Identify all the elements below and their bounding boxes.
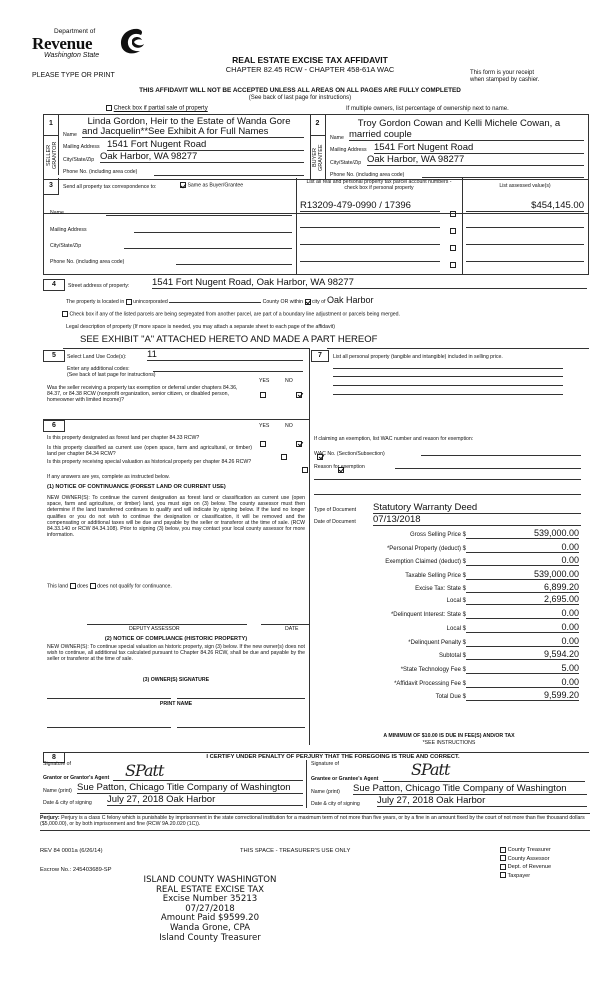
fee-label: Local $ (446, 626, 466, 632)
grantee-sig-of: Signature of (311, 761, 339, 767)
fee-label: *State Technology Fee $ (400, 667, 466, 673)
perjury-note (40, 815, 590, 827)
exemption-claim-label: If claiming an exemption, list WAC number and reason for exemption: (314, 436, 474, 442)
section-6-number: 6 (43, 420, 65, 432)
copy-checkbox[interactable] (500, 855, 506, 861)
current-use-yes-checkbox[interactable] (281, 454, 287, 460)
seller-phone-input[interactable] (154, 165, 304, 176)
assessed-value-input[interactable] (466, 234, 584, 245)
fee-row (309, 569, 589, 582)
grantee-signature-field[interactable] (383, 762, 585, 782)
parcel-number-input[interactable] (300, 251, 440, 262)
seller-grantor-label: SELLER GRANTOR (46, 141, 58, 169)
parcel-number-input[interactable] (300, 234, 440, 245)
located-in-row (66, 296, 546, 305)
escrow-number: Escrow No.: 245403689-SP (40, 867, 112, 873)
city-of-label: city of (311, 299, 326, 305)
segregated-label: Check box if any of the listed parcels are being segregated from another parcel, are part of a boundary line adjustment or parcels being merged. (69, 311, 400, 318)
send-correspondence-label: Send all property tax correspondence to: (63, 184, 157, 190)
copy-label: Dept. of Revenue (507, 864, 552, 870)
stamp-line: Excise Number 35213 (162, 894, 258, 905)
grantor-name-label: Name (print) (43, 788, 72, 794)
grantor-sig-of: Signature of (43, 761, 71, 767)
section-7-block (309, 348, 589, 744)
copy-checkbox[interactable] (500, 847, 506, 853)
copy-taxpayer[interactable] (500, 872, 551, 881)
seller-mailing-label: Mailing Address (63, 144, 100, 150)
form-revision: REV 84 0001a (6/26/14) (40, 848, 103, 854)
section-8-block (43, 752, 589, 808)
same-as-buyer-checkbox[interactable] (180, 182, 186, 188)
legal-description-label: Legal description of property (If more space is needed, you may attach a separate sheet to each page of the affidavit) (66, 324, 335, 330)
historical-question: Is this property receiving special valuation as historical property per chapter 84.26 RCW? (47, 459, 252, 465)
unincorporated-checkbox[interactable] (126, 299, 132, 305)
buyer-name-line2[interactable]: married couple (349, 129, 584, 141)
personal-property-line[interactable] (333, 385, 563, 386)
stamp-line: Wanda Grone, CPA (169, 922, 251, 933)
same-as-buyer-label: Same as Buyer/Grantee (187, 182, 244, 189)
grantee-name-input[interactable]: Sue Patton, Chicago Title Company of Washington (353, 783, 587, 795)
fee-label: *Affidavit Processing Fee $ (394, 681, 466, 687)
fee-label: *Delinquent Interest: State $ (390, 612, 466, 618)
receipt-note-1: This form is your receipt (470, 70, 535, 76)
county-input[interactable] (169, 296, 261, 303)
fee-label: Subtotal $ (438, 653, 466, 659)
does-qualify-checkbox[interactable] (70, 583, 76, 589)
fee-value[interactable]: 5.00 (466, 663, 579, 674)
seller-city-label: City/State/Zip (63, 157, 95, 163)
notice-continuance-title: (1) NOTICE OF CONTINUANCE (FOREST LAND OR CURRENT USE) (47, 484, 226, 490)
historical-yes-checkbox[interactable] (302, 467, 308, 473)
see-instructions-note: *SEE INSTRUCTIONS (422, 740, 476, 746)
copy-dept-revenue[interactable] (500, 863, 551, 872)
stamp-line: 07/27/2018 (185, 903, 235, 914)
fee-row (309, 594, 589, 606)
multiple-owners-note: If multiple owners, list percentage of ownership next to name. (346, 106, 509, 112)
additional-codes-input[interactable] (153, 363, 303, 372)
street-address-input[interactable]: 1541 Fort Nugent Road, Oak Harbor, WA 98277 (152, 277, 587, 289)
grantor-date-label: Date & city of signing (43, 800, 92, 806)
logo-washington-state: Washington State (44, 52, 100, 59)
grantee-agent-label: Grantee or Grantee's Agent (311, 776, 379, 782)
partial-sale-label: Check box if partial sale of property (113, 105, 208, 112)
forest-land-question: Is this property designated as forest land per chapter 84.33 RCW? (47, 435, 200, 441)
dor-swirl-icon (116, 26, 146, 56)
fee-label: *Personal Property (deduct) $ (386, 545, 466, 552)
corr-city-input[interactable] (124, 239, 292, 249)
partial-sale-checkbox[interactable] (106, 105, 112, 111)
parcel-personal-checkbox[interactable] (450, 262, 456, 268)
print-name-label: PRINT NAME (159, 701, 193, 707)
section-3-block (43, 178, 589, 275)
reason-line-3[interactable] (314, 494, 581, 495)
section6-yes-header: YES (259, 423, 270, 429)
unincorporated-label: unincorporated (133, 299, 168, 305)
fee-row (309, 663, 589, 676)
fee-value[interactable]: 0.00 (466, 622, 579, 633)
fee-value[interactable]: 539,000.00 (466, 569, 579, 580)
partial-sale-checkbox-row[interactable] (106, 105, 208, 112)
wac-label: WAC No. (Section/Subsection) (314, 451, 385, 457)
parcel-personal-checkbox[interactable] (450, 245, 456, 251)
buyer-name-label: Name (330, 135, 344, 141)
section-7-number: 7 (311, 350, 329, 362)
fee-row (309, 677, 589, 690)
parcel-header: List all real and personal property tax parcel account numbers - check box if personal property (306, 179, 452, 192)
notice-compliance-text: NEW OWNER(S): To continue special valuation as historic property, sign (3) below. If the new owner(s) does not wish to continue, all additional tax calculated pursuant to Chapter 84.26 RCW, shall be due and payable by the seller or transferor at the time of sale. (47, 644, 305, 663)
grantor-agent-label: Grantor or Grantor's Agent (43, 775, 110, 781)
current-use-question: Is this property classified as current use (open space, farm and agricultural, or timber) land per chapter 84.34 RCW? (47, 445, 252, 458)
notice-continuance-text: NEW OWNER(S): To continue the current designation as forest land or classification as current use (open space, farm and agriculture, or timber) land, you must sign on (3) below. The county assessor must then determine if the land transferred continues to qualify and will indicate by signing below. If the land no longer qualifies or you do not wish to continue the designation or classification, it will be removed and the compensating or additional taxes will be due and payable by the seller or transferor at the time of sale. (RCW 84.33.140 or RCW 84.34.108). Prior to signing (3) below, you may contact your local county assessor for more information. (47, 495, 305, 539)
located-in-label: The property is located in (66, 299, 125, 305)
fee-label: Gross Selling Price $ (409, 532, 466, 538)
parcel-row (300, 217, 590, 231)
treasurer-stamp (120, 876, 300, 943)
parcel-row (300, 251, 590, 265)
this-land-label: This land (47, 583, 69, 590)
section-4-number: 4 (43, 279, 65, 291)
corr-mailing-input[interactable] (134, 223, 292, 233)
segregated-row[interactable] (62, 311, 582, 318)
buyer-mailing-input[interactable]: 1541 Fort Nugent Road (374, 142, 584, 154)
stamp-line: ISLAND COUNTY WASHINGTON (143, 875, 277, 885)
grantor-signature-field[interactable] (113, 762, 303, 781)
same-as-buyer-row[interactable] (180, 182, 243, 189)
seller-name-line2[interactable]: and Jacquelin**See Exhibit A for Full Names (82, 126, 304, 138)
personal-property-line[interactable] (333, 376, 563, 377)
seller-mailing-input[interactable]: 1541 Fort Nugent Road (107, 139, 304, 151)
if-yes-note: If any answers are yes, complete as instructed below. (47, 474, 170, 480)
doc-date-input[interactable]: 07/13/2018 (373, 514, 581, 526)
corr-phone-label: Phone No. (including area code) (50, 259, 125, 265)
parcel-number-input[interactable]: R13209-479-0990 / 17396 (300, 200, 440, 212)
fee-row (309, 582, 589, 594)
fee-value[interactable]: 9,594.20 (466, 649, 579, 660)
personal-property-line[interactable] (333, 368, 563, 369)
doc-type-input[interactable]: Statutory Warranty Deed (373, 502, 581, 514)
owner-signature-label: (3) OWNER(S) SIGNATURE (142, 677, 210, 683)
fee-label: Excise Tax: State $ (415, 586, 466, 592)
forest-land-no-checkbox[interactable] (296, 441, 302, 447)
seller-city-input[interactable]: Oak Harbor, WA 98277 (100, 151, 304, 163)
fee-label: Total Due $ (435, 694, 466, 700)
personal-property-label: List all personal property (tangible and intangible) included in selling price. (333, 354, 503, 360)
form-title: REAL ESTATE EXCISE TAX AFFIDAVIT (232, 55, 388, 65)
parcel-row (300, 200, 590, 214)
fee-value[interactable]: 0.00 (466, 542, 579, 553)
section-8-number: 8 (43, 752, 65, 763)
grantee-signature: SPatt (411, 760, 450, 779)
section-3-number: 3 (49, 182, 53, 189)
warning-text: THIS AFFIDAVIT WILL NOT BE ACCEPTED UNLESS ALL AREAS ON ALL PAGES ARE FULLY COMPLETED (139, 87, 461, 94)
assessed-value-input[interactable]: $454,145.00 (466, 200, 584, 212)
grantee-date-input[interactable]: July 27, 2018 Oak Harbor (377, 795, 587, 807)
reason-input[interactable] (395, 461, 581, 469)
copy-checkbox[interactable] (500, 872, 506, 878)
dor-logo (32, 28, 142, 68)
parcel-personal-checkbox[interactable] (450, 228, 456, 234)
city-of-checkbox[interactable] (305, 299, 311, 305)
fee-value[interactable]: 0.00 (466, 555, 579, 566)
minimum-due-note: A MINIMUM OF $10.00 IS DUE IN FEE(S) AND/OR TAX (383, 733, 515, 739)
assessed-value-input[interactable] (466, 251, 584, 262)
perjury-label: Perjury: (40, 815, 60, 821)
buyer-city-input[interactable]: Oak Harbor, WA 98277 (367, 154, 584, 166)
buyer-city-label: City/State/Zip (330, 160, 362, 166)
buyer-phone-input[interactable] (422, 168, 584, 178)
exemption-no-checkbox[interactable] (296, 392, 302, 398)
fee-label: Taxable Selling Price $ (405, 572, 466, 579)
copy-label: County Assessor (507, 855, 550, 862)
date-label: DATE (285, 626, 299, 632)
fee-value[interactable]: 2,695.00 (466, 594, 579, 605)
certify-statement: I CERTIFY UNDER PENALTY OF PERJURY THAT THE FOREGOING IS TRUE AND CORRECT. (206, 754, 460, 760)
notice-compliance-title: (2) NOTICE OF COMPLIANCE (HISTORIC PROPERTY) (104, 636, 248, 642)
fee-row (309, 555, 589, 568)
logo-dept-of: Department of (54, 28, 96, 35)
corr-name-label: Name (50, 210, 64, 216)
logo-revenue: Revenue (32, 34, 93, 53)
seller-name-label: Name (63, 132, 77, 138)
buyer-grantee-label: BUYER GRANTEE (312, 144, 324, 172)
county-or-within-label: County OR within (262, 299, 304, 305)
land-use-input[interactable]: 11 (147, 349, 303, 361)
fee-value[interactable]: 0.00 (466, 608, 579, 619)
stamp-line: Island County Treasurer (159, 932, 261, 943)
section5-yes-header: YES (259, 378, 270, 384)
total-due-value[interactable]: 9,599.20 (466, 690, 579, 701)
corr-mailing-label: Mailing Address (50, 227, 87, 233)
please-type-or-print: PLEASE TYPE OR PRINT (32, 72, 115, 79)
grantor-date-input[interactable]: July 27, 2018 Oak Harbor (107, 794, 303, 806)
fee-row (309, 528, 589, 541)
section-2-number: 2 (315, 120, 320, 127)
wac-input[interactable] (421, 448, 581, 456)
corr-city-label: City/State/Zip (50, 243, 82, 249)
buyer-name-line1[interactable]: Troy Gordon Cowan and Kelli Michele Cowan, a (357, 118, 561, 129)
section6-no-header: NO (285, 423, 293, 429)
stamp-line: Amount Paid $9599.20 (160, 913, 260, 924)
fee-label: *Delinquent Penalty $ (408, 640, 466, 646)
parcel-personal-checkbox[interactable] (450, 211, 456, 217)
grantee-name-label: Name (print) (311, 789, 340, 795)
treasurer-use-only: THIS SPACE - TREASURER'S USE ONLY (240, 848, 351, 854)
fee-value[interactable]: 539,000.00 (466, 528, 579, 539)
copy-distribution (500, 846, 551, 880)
corr-phone-input[interactable] (176, 255, 292, 265)
assessed-value-input[interactable] (466, 217, 584, 228)
fee-label: Exemption Claimed (deduct) $ (385, 559, 466, 565)
exemption-yes-checkbox[interactable] (260, 392, 266, 398)
parcel-row (300, 234, 590, 248)
seller-name-line1[interactable]: Linda Gordon, Heir to the Estate of Wanda Gore (87, 116, 291, 127)
street-address-label: Street address of property: (68, 283, 130, 289)
fee-label: Local $ (446, 598, 466, 604)
qualify-row (47, 583, 172, 590)
deputy-assessor-label: DEPUTY ASSESSOR (129, 626, 180, 632)
does-label: does (76, 583, 89, 590)
section-5-number: 5 (43, 350, 65, 362)
land-use-label: Select Land Use Code(s): (67, 354, 127, 360)
grantor-name-input[interactable]: Sue Patton, Chicago Title Company of Washington (77, 782, 303, 794)
exemption-question: Was the seller receiving a property tax exemption or deferral under chapters 84.36, 84.37, or 84.38 RCW (nonprofit organization, senior citizen, or disabled person, homeowner with limited income)? (47, 385, 238, 404)
grantor-signature: SPatt (125, 761, 164, 780)
grantee-date-label: Date & city of signing (311, 801, 360, 807)
section-5-block (43, 348, 310, 420)
copy-county-treasurer[interactable] (500, 846, 551, 855)
see-back-note: (See back of last page for instructions) (248, 95, 352, 101)
stamp-line: REAL ESTATE EXCISE TAX (155, 884, 265, 895)
form-subtitle: CHAPTER 82.45 RCW - CHAPTER 458-61A WAC (225, 65, 395, 74)
seller-phone-label: Phone No. (including area code) (63, 169, 138, 175)
fee-row (309, 649, 589, 662)
reason-line-2[interactable] (314, 479, 581, 480)
section-1-number: 1 (49, 120, 53, 127)
receipt-note-2: when stamped by cashier. (470, 77, 540, 83)
fee-row (309, 542, 589, 555)
section5-no-header: NO (285, 378, 293, 384)
see-back-instructions: (See back of last page for instructions) (67, 372, 156, 378)
fee-row (309, 622, 589, 635)
copy-label: Taxpayer (507, 872, 531, 879)
copy-county-assessor[interactable] (500, 855, 551, 864)
fee-row-total (309, 690, 589, 703)
fee-value[interactable]: 0.00 (466, 677, 579, 688)
fee-value[interactable]: 0.00 (466, 636, 579, 647)
segregated-checkbox[interactable] (62, 311, 68, 317)
doc-type-label: Type of Document (314, 507, 357, 513)
corr-name-input[interactable] (106, 206, 292, 216)
buyer-phone-label: Phone No. (including area code) (330, 172, 405, 178)
reason-label: Reason for exemption (314, 464, 365, 470)
city-of-value[interactable]: Oak Harbor (326, 295, 374, 305)
fee-row (309, 636, 589, 649)
additional-codes-label: Enter any additional codes: (67, 366, 130, 372)
buyer-mailing-label: Mailing Address (330, 147, 367, 153)
fee-value[interactable]: 6,899.20 (466, 582, 579, 593)
parcel-number-input[interactable] (300, 217, 440, 228)
does-not-label: does not qualify for continuance. (97, 583, 172, 590)
section-6-block (43, 419, 310, 745)
perjury-text: Perjury is a class C felony which is punishable by imprisonment in the state correctional institution for a maximum term of not more than five years, or by a fine in an amount fixed by the court of not more than five thousand dollars ($5,000.00), or by both imprisonment and fine (RCW 9A.20.020 (1C)). (40, 815, 585, 828)
doc-date-label: Date of Document (314, 519, 356, 525)
copy-checkbox[interactable] (500, 864, 506, 870)
forest-land-yes-checkbox[interactable] (260, 441, 266, 447)
legal-description-value[interactable]: SEE EXHIBIT "A" ATTACHED HERETO AND MADE A PART HEREOF (80, 334, 378, 345)
copy-label: County Treasurer (507, 847, 551, 853)
does-not-qualify-checkbox[interactable] (90, 583, 96, 589)
fee-row (309, 608, 589, 621)
personal-property-line[interactable] (333, 394, 563, 395)
assessed-header: List assessed value(s) (499, 183, 551, 189)
